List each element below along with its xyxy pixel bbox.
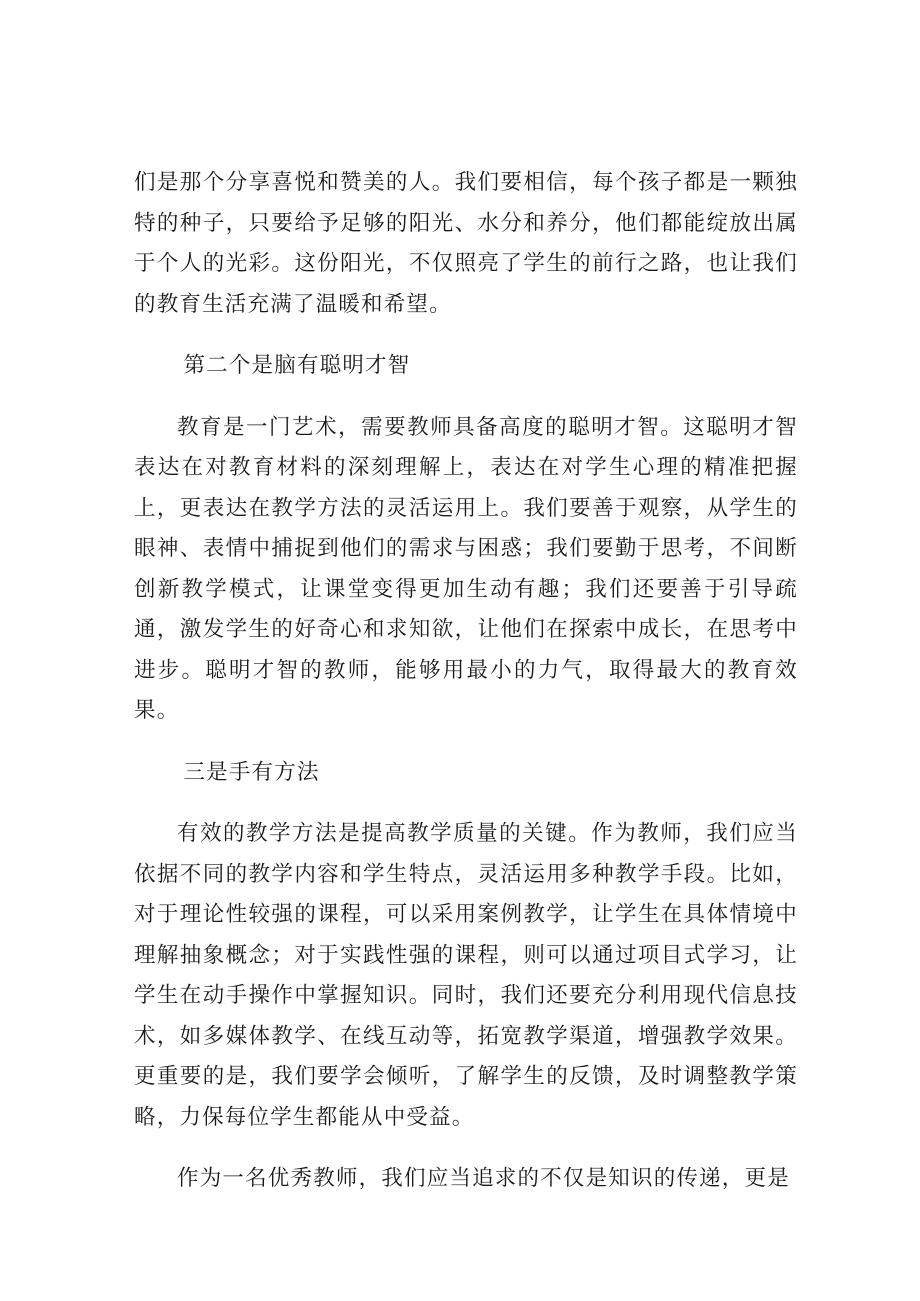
- paragraph-methods: 有效的教学方法是提高教学质量的关键。作为教师，我们应当依据不同的教学内容和学生特点，灵活运用多种教学手段。比如，对于理论性较强的课程，可以采用案例教学，让学生在具体情境中理解抽象概念；对于实践性强的课程，则可以通过项目式学习，让学生在动手操作中掌握知识。同时，我们还要充分利用现代信息技术，如多媒体教学、在线互动等，拓宽教学渠道，增强教学效果。更重要的是，我们要学会倾听，了解学生的反馈，及时调整教学策略，力保每位学生都能从中受益。: [134, 821, 798, 1130]
- paragraph-continuation: 们是那个分享喜悦和赞美的人。我们要相信，每个孩子都是一颗独特的种子，只要给予足够的阳光、水分和养分，他们都能绽放出属于个人的光彩。这份阳光，不仅照亮了学生的前行之路，也让我们的教育生活充满了温暖和希望。: [134, 170, 798, 317]
- section-heading-methods: 三是手有方法: [183, 759, 320, 785]
- section-heading-wisdom: 第二个是脑有聪明才智: [183, 353, 411, 378]
- document-body: [134, 163, 798, 1221]
- paragraph-closing: 作为一名优秀教师，我们应当追求的不仅是知识的传递，更是: [177, 1166, 790, 1191]
- paragraph-wisdom: 教育是一门艺术，需要教师具备高度的聪明才智。这聪明才智表达在对教育材料的深刻理解上，表达在对学生心理的精准把握上，更表达在教学方法的灵活运用上。我们要善于观察，从学生的眼神、表情中捕捉到他们的需求与困惑；我们要勤于思考，不间断创新教学模式，让课堂变得更加生动有趣；我们还要善于引导疏通，激发学生的好奇心和求知欲，让他们在探索中成长，在思考中进步。聪明才智的教师，能够用最小的力气，取得最大的教育效果。: [134, 414, 798, 723]
